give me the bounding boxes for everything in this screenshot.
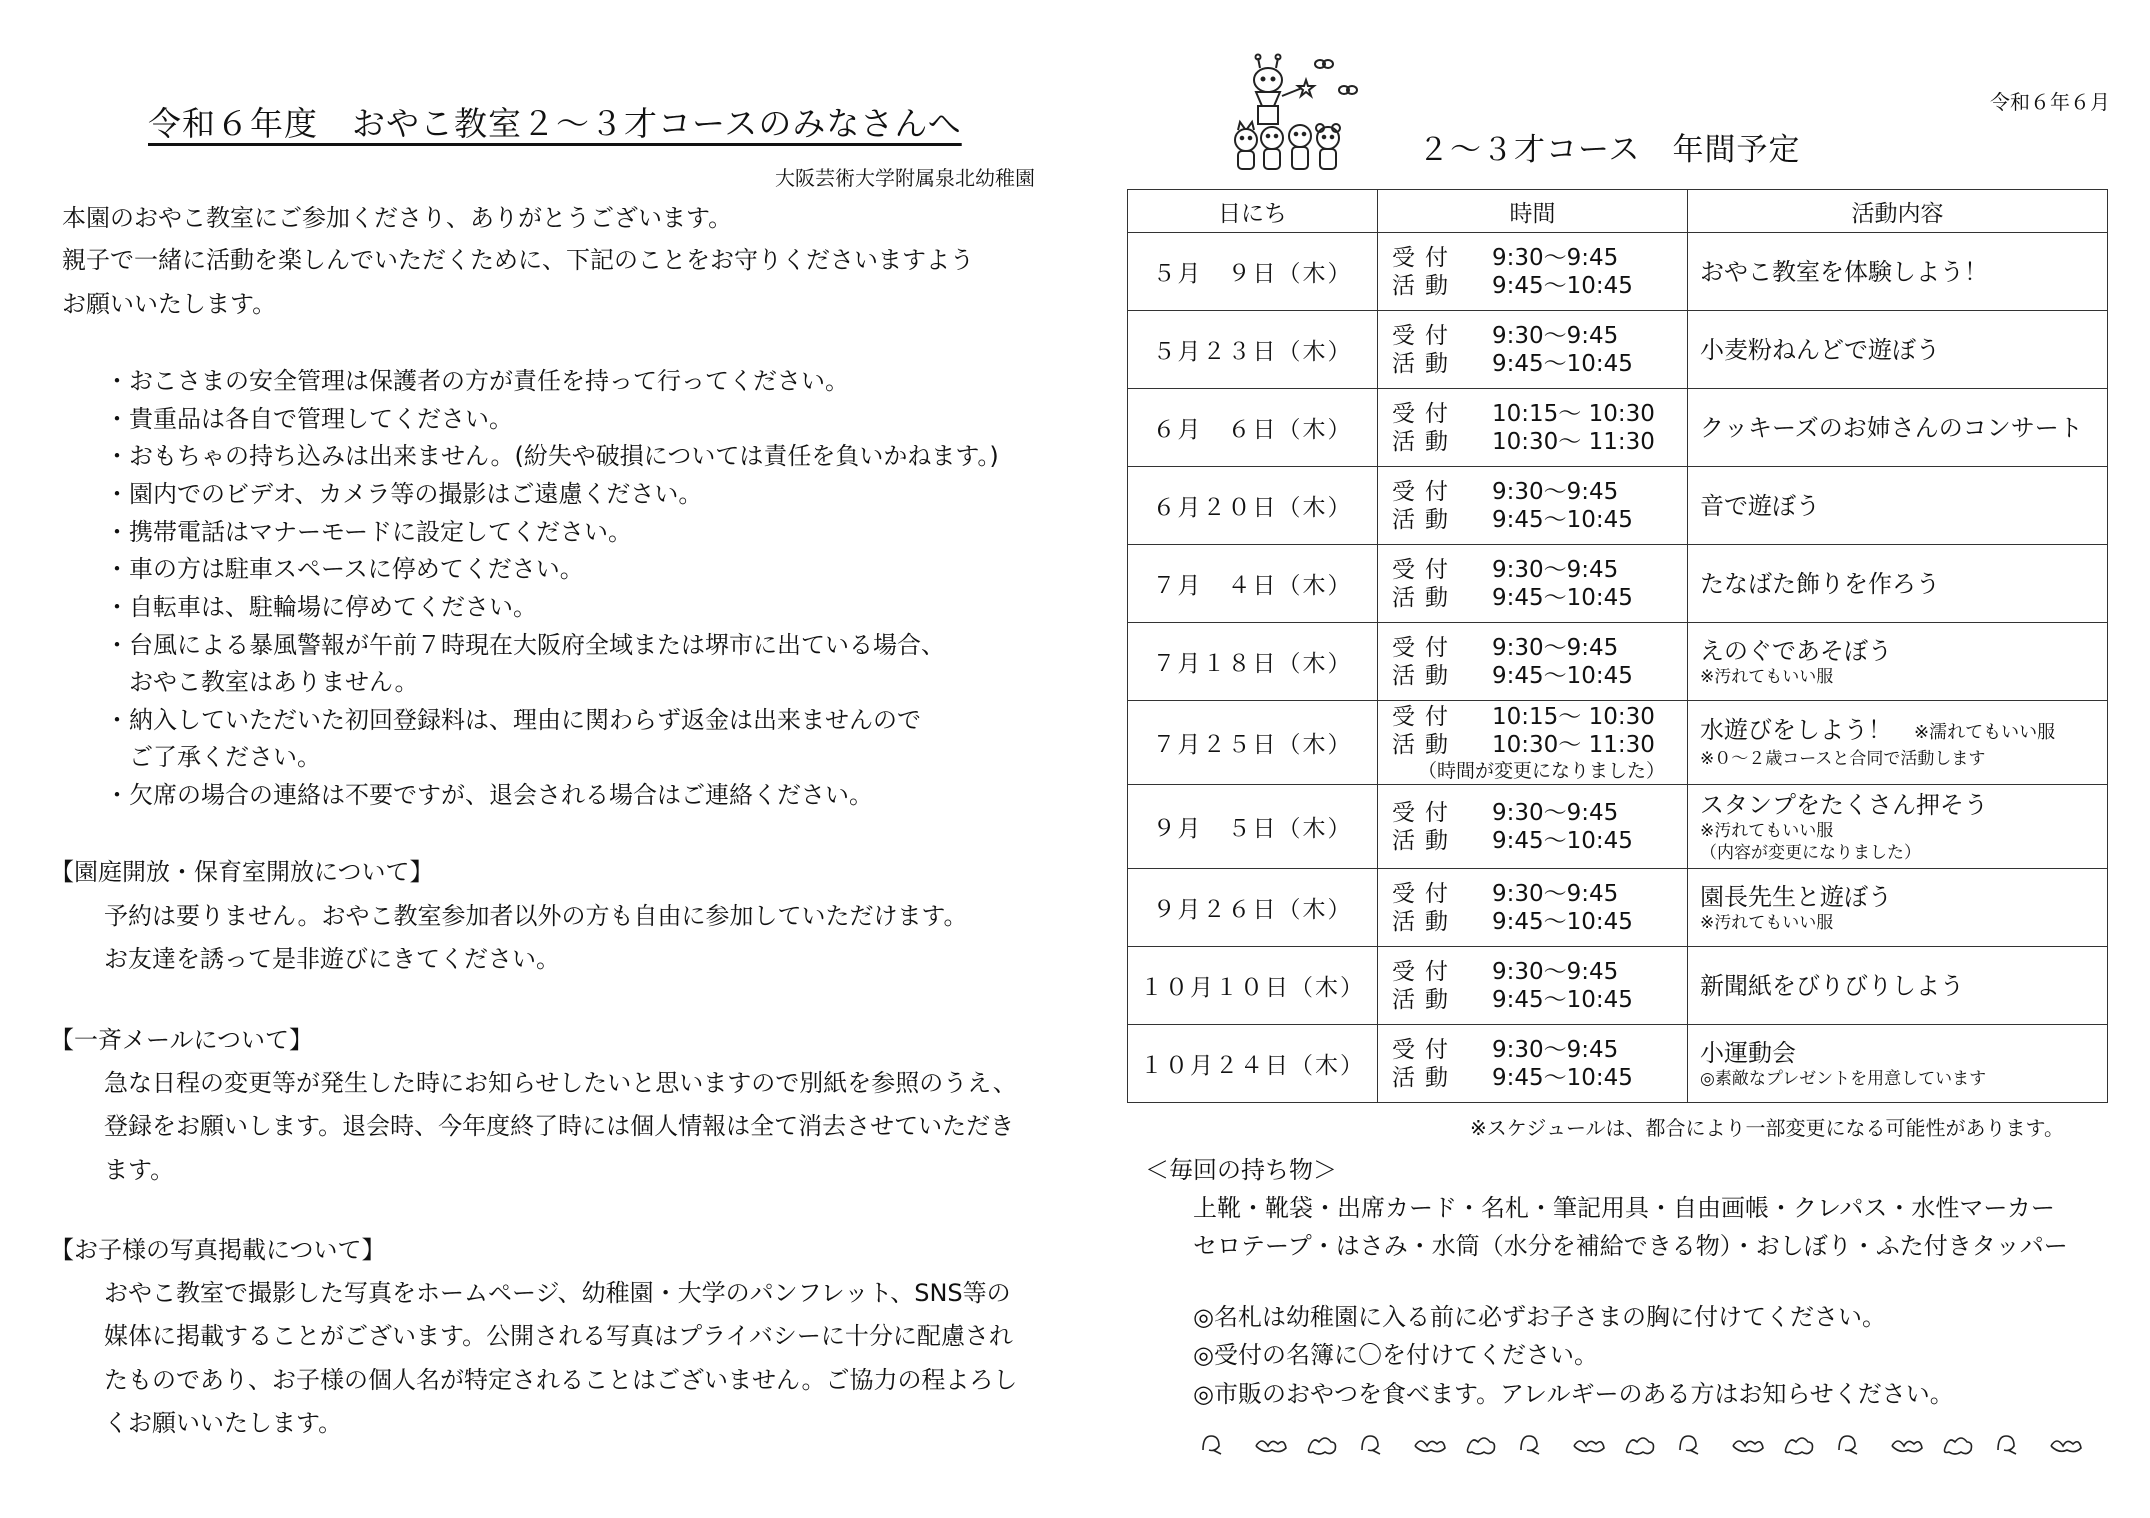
reception-label: 受付 <box>1392 799 1458 826</box>
page-title: 令和６年度 おやこ教室２～３才コースのみなさんへ <box>148 104 962 143</box>
section-line: おやこ教室で撮影した写真をホームページ、幼稚園・大学のパンフレット、SNS等の <box>104 1279 1011 1307</box>
table-row <box>1128 389 2108 467</box>
activity-content: えのぐであそぼう <box>1700 636 1892 665</box>
schedule-date: １０月２４日（木） <box>1128 1025 1378 1103</box>
activity-note: ※汚れてもいい服 <box>1700 820 1834 841</box>
reception-time: 10:15～ 10:30 <box>1492 703 1655 730</box>
activity-label: 活動 <box>1392 272 1458 299</box>
border-motif <box>1998 1436 2016 1454</box>
activity-content: たなばた飾りを作ろう <box>1700 569 1940 598</box>
section-line: 登録をお願いします。退会時、今年度終了時には個人情報は全て消去させていただき <box>104 1112 1015 1140</box>
column-header-content: 活動内容 <box>1688 190 2108 233</box>
activity-time: 9:45～10:45 <box>1492 908 1633 935</box>
cloud-and-bird-border-icon <box>1195 1426 2105 1460</box>
activity-label: 活動 <box>1392 908 1458 935</box>
reception-time: 9:30～9:45 <box>1492 880 1619 907</box>
reception-time: 9:30～9:45 <box>1492 556 1619 583</box>
section-line: 予約は要りません。おやこ教室参加者以外の方も自由に参加していただけます。 <box>104 902 968 930</box>
section-line: ます。 <box>104 1156 175 1184</box>
schedule-date: ６月 ６日（木） <box>1128 389 1378 467</box>
reception-time: 9:30～9:45 <box>1492 958 1619 985</box>
table-row <box>1128 233 2108 311</box>
schedule-date: ５月２３日（木） <box>1128 311 1378 389</box>
schedule-time <box>1378 545 1688 623</box>
section-line: 媒体に掲載することがございます。公開される写真はプライバシーに十分に配慮され <box>104 1322 1013 1350</box>
activity-time: 9:45～10:45 <box>1492 350 1633 377</box>
reception-label: 受付 <box>1392 244 1458 271</box>
schedule-date: ９月 ５日（木） <box>1128 785 1378 869</box>
reception-time: 9:30～9:45 <box>1492 322 1619 349</box>
border-motif <box>1362 1436 1380 1454</box>
reception-time: 10:15～ 10:30 <box>1492 400 1655 427</box>
activity-label: 活動 <box>1392 506 1458 533</box>
section-line: たものであり、お子様の個人名が特定されることはございません。ご協力の程よろし <box>104 1366 1018 1394</box>
reception-label: 受付 <box>1392 322 1458 349</box>
activity-note: ※０～２歳コースと合同で活動します <box>1700 749 1986 769</box>
rule-item: ・車の方は駐車スペースに停めてください。 <box>105 555 584 583</box>
reception-time: 9:30～9:45 <box>1492 634 1619 661</box>
section-heading: 【お子様の写真掲載について】 <box>50 1236 386 1264</box>
schedule-activity <box>1688 545 2108 623</box>
activity-content: 園長先生と遊ぼう <box>1700 882 1892 911</box>
border-motif <box>1415 1441 1445 1452</box>
reception-time: 9:30～9:45 <box>1492 478 1619 505</box>
activity-time: 9:45～10:45 <box>1492 986 1633 1013</box>
activity-content: 音で遊ぼう <box>1700 491 1820 520</box>
reception-time: 9:30～9:45 <box>1492 799 1619 826</box>
schedule-activity <box>1688 467 2108 545</box>
activity-label: 活動 <box>1392 1064 1458 1091</box>
rule-item: ・携帯電話はマナーモードに設定してください。 <box>105 518 633 546</box>
activity-note: ◎素敵なプレゼントを用意しています <box>1700 1068 1987 1089</box>
notice-line: ◎名札は幼稚園に入る前に必ずお子さまの胸に付けてください。 <box>1193 1303 1886 1331</box>
activity-label: 活動 <box>1392 350 1458 377</box>
reception-time: 9:30～9:45 <box>1492 244 1619 271</box>
activity-content: 新聞紙をびりびりしよう <box>1700 971 1964 1000</box>
schedule-activity <box>1688 389 2108 467</box>
column-header-date: 日にち <box>1128 190 1378 233</box>
belongings-line: 上靴・靴袋・出席カード・名札・筆記用具・自由画帳・クレパス・水性マーカー <box>1193 1194 2055 1222</box>
section-heading: 【園庭開放・保育室開放について】 <box>50 858 434 886</box>
belongings-line: セロテープ・はさみ・水筒（水分を補給できる物）・おしぼり・ふた付きタッパー <box>1193 1232 2068 1260</box>
rule-item: ・自転車は、駐輪場に停めてください。 <box>105 593 537 621</box>
section-line: 急な日程の変更等が発生した時にお知らせしたいと思いますので別紙を参照のうえ、 <box>104 1069 1017 1097</box>
schedule-date: ５月 ９日（木） <box>1128 233 1378 311</box>
kids-and-animals-illustration-icon <box>1228 52 1360 177</box>
reception-label: 受付 <box>1392 958 1458 985</box>
border-motif <box>1203 1436 1221 1454</box>
activity-time: 9:45～10:45 <box>1492 827 1633 854</box>
schedule-time <box>1378 869 1688 947</box>
time-change-note: （時間が変更になりました） <box>1418 759 1666 782</box>
schedule-activity <box>1688 701 2108 785</box>
schedule-activity <box>1688 1025 2108 1103</box>
rule-item: ご了承ください。 <box>105 743 321 771</box>
activity-label: 活動 <box>1392 986 1458 1013</box>
table-row <box>1128 869 2108 947</box>
table-row <box>1128 1025 2108 1103</box>
border-motif <box>1309 1438 1336 1454</box>
activity-content: スタンプをたくさん押そう <box>1700 790 1988 819</box>
rule-item: ・納入していただいた初回登録料は、理由に関わらず返金は出来ませんので <box>105 706 921 734</box>
schedule-date: ６月２０日（木） <box>1128 467 1378 545</box>
reception-label: 受付 <box>1392 556 1458 583</box>
border-motif <box>1256 1441 1286 1452</box>
activity-content: 小運動会 <box>1700 1038 1796 1067</box>
section-line: お友達を誘って是非遊びにきてください。 <box>104 945 560 973</box>
activity-label: 活動 <box>1392 662 1458 689</box>
activity-content: 水遊びをしよう！ <box>1700 716 1892 744</box>
table-row <box>1128 311 2108 389</box>
activity-note: ※汚れてもいい服 <box>1700 912 1834 933</box>
schedule-activity <box>1688 623 2108 701</box>
schedule-time <box>1378 311 1688 389</box>
schedule-time <box>1378 1025 1688 1103</box>
schedule-time <box>1378 947 1688 1025</box>
schedule-date: ９月２６日（木） <box>1128 869 1378 947</box>
activity-label: 活動 <box>1392 428 1458 455</box>
border-motif <box>1680 1436 1698 1454</box>
border-motif <box>1627 1438 1654 1454</box>
activity-label: 活動 <box>1392 731 1458 758</box>
border-motif <box>1733 1441 1763 1452</box>
border-motif <box>1892 1441 1922 1452</box>
notice-line: ◎市販のおやつを食べます。アレルギーのある方はお知らせください。 <box>1193 1380 1954 1408</box>
intro-line: 本園のおやこ教室にご参加くださり、ありがとうございます。 <box>62 204 733 232</box>
activity-time: 9:45～10:45 <box>1492 662 1633 689</box>
section-heading: 【一斉メールについて】 <box>50 1026 314 1054</box>
table-row <box>1128 701 2108 785</box>
reception-label: 受付 <box>1392 880 1458 907</box>
schedule-title: ２～３才コース 年間予定 <box>1418 132 1801 168</box>
activity-content: クッキーズのお姉さんのコンサート <box>1700 413 2083 442</box>
activity-time: 9:45～10:45 <box>1492 584 1633 611</box>
notice-line: ◎受付の名簿に〇を付けてください。 <box>1193 1341 1598 1369</box>
schedule-note: ※スケジュールは、都合により一部変更になる可能性があります。 <box>1470 1116 2064 1140</box>
table-row <box>1128 785 2108 869</box>
border-motif <box>2051 1441 2081 1452</box>
schedule-table <box>1127 189 2108 1103</box>
schedule-time <box>1378 701 1688 785</box>
schedule-time <box>1378 233 1688 311</box>
table-row <box>1128 467 2108 545</box>
schedule-time <box>1378 785 1688 869</box>
border-motif <box>1945 1438 1972 1454</box>
schedule-date: １０月１０日（木） <box>1128 947 1378 1025</box>
rule-item: ・貴重品は各自で管理してください。 <box>105 405 513 433</box>
intro-line: 親子で一緒に活動を楽しんでいただくために、下記のことをお守りくださいますよう <box>62 246 974 274</box>
activity-time: 9:45～10:45 <box>1492 1064 1633 1091</box>
border-motif <box>1839 1436 1857 1454</box>
column-header-time: 時間 <box>1378 190 1688 233</box>
schedule-activity <box>1688 869 2108 947</box>
table-row <box>1128 545 2108 623</box>
activity-label: 活動 <box>1392 584 1458 611</box>
section-line: くお願いいたします。 <box>104 1409 343 1437</box>
issue-date: 令和６年６月 <box>1990 90 2110 114</box>
activity-time: 10:30～ 11:30 <box>1492 428 1655 455</box>
rule-item: おやこ教室はありません。 <box>105 668 419 696</box>
schedule-date: ７月１８日（木） <box>1128 623 1378 701</box>
schedule-date: ７月２５日（木） <box>1128 701 1378 785</box>
rule-item: ・園内でのビデオ、カメラ等の撮影はご遠慮ください。 <box>105 480 703 508</box>
reception-time: 9:30～9:45 <box>1492 1036 1619 1063</box>
intro-line: お願いいたします。 <box>62 290 277 318</box>
schedule-date: ７月 ４日（木） <box>1128 545 1378 623</box>
table-row <box>1128 947 2108 1025</box>
school-name: 大阪芸術大学附属泉北幼稚園 <box>775 166 1035 190</box>
schedule-activity <box>1688 785 2108 869</box>
activity-note: （内容が変更になりました） <box>1700 842 1921 863</box>
schedule-time <box>1378 623 1688 701</box>
activity-time: 9:45～10:45 <box>1492 506 1633 533</box>
reception-label: 受付 <box>1392 703 1458 730</box>
table-row <box>1128 623 2108 701</box>
rule-item: ・おもちゃの持ち込みは出来ません。(紛失や破損については責任を負いかねます。) <box>105 442 999 470</box>
belongings-heading: ＜毎回の持ち物＞ <box>1145 1156 1337 1184</box>
rule-item: ・おこさまの安全管理は保護者の方が責任を持って行ってください。 <box>105 367 849 395</box>
reception-label: 受付 <box>1392 634 1458 661</box>
activity-time: 10:30～ 11:30 <box>1492 731 1655 758</box>
rule-item: ・欠席の場合の連絡は不要ですが、退会される場合はご連絡ください。 <box>105 781 873 809</box>
schedule-activity <box>1688 311 2108 389</box>
schedule-activity <box>1688 233 2108 311</box>
reception-label: 受付 <box>1392 400 1458 427</box>
activity-inline-note: ※濡れてもいい服 <box>1914 722 2056 743</box>
table-header-row <box>1128 190 2108 233</box>
border-motif <box>1786 1438 1813 1454</box>
border-motif <box>1574 1441 1604 1452</box>
schedule-activity <box>1688 947 2108 1025</box>
activity-content: おやこ教室を体験しよう！ <box>1700 257 1988 286</box>
schedule-time <box>1378 389 1688 467</box>
activity-label: 活動 <box>1392 827 1458 854</box>
reception-label: 受付 <box>1392 478 1458 505</box>
border-motif <box>1521 1436 1539 1454</box>
activity-content: 小麦粉ねんどで遊ぼう <box>1700 335 1940 364</box>
border-motif <box>1468 1438 1495 1454</box>
activity-note: ※汚れてもいい服 <box>1700 666 1834 687</box>
reception-label: 受付 <box>1392 1036 1458 1063</box>
rule-item: ・台風による暴風警報が午前７時現在大阪府全域または堺市に出ている場合、 <box>105 631 945 659</box>
activity-time: 9:45～10:45 <box>1492 272 1633 299</box>
schedule-time <box>1378 467 1688 545</box>
